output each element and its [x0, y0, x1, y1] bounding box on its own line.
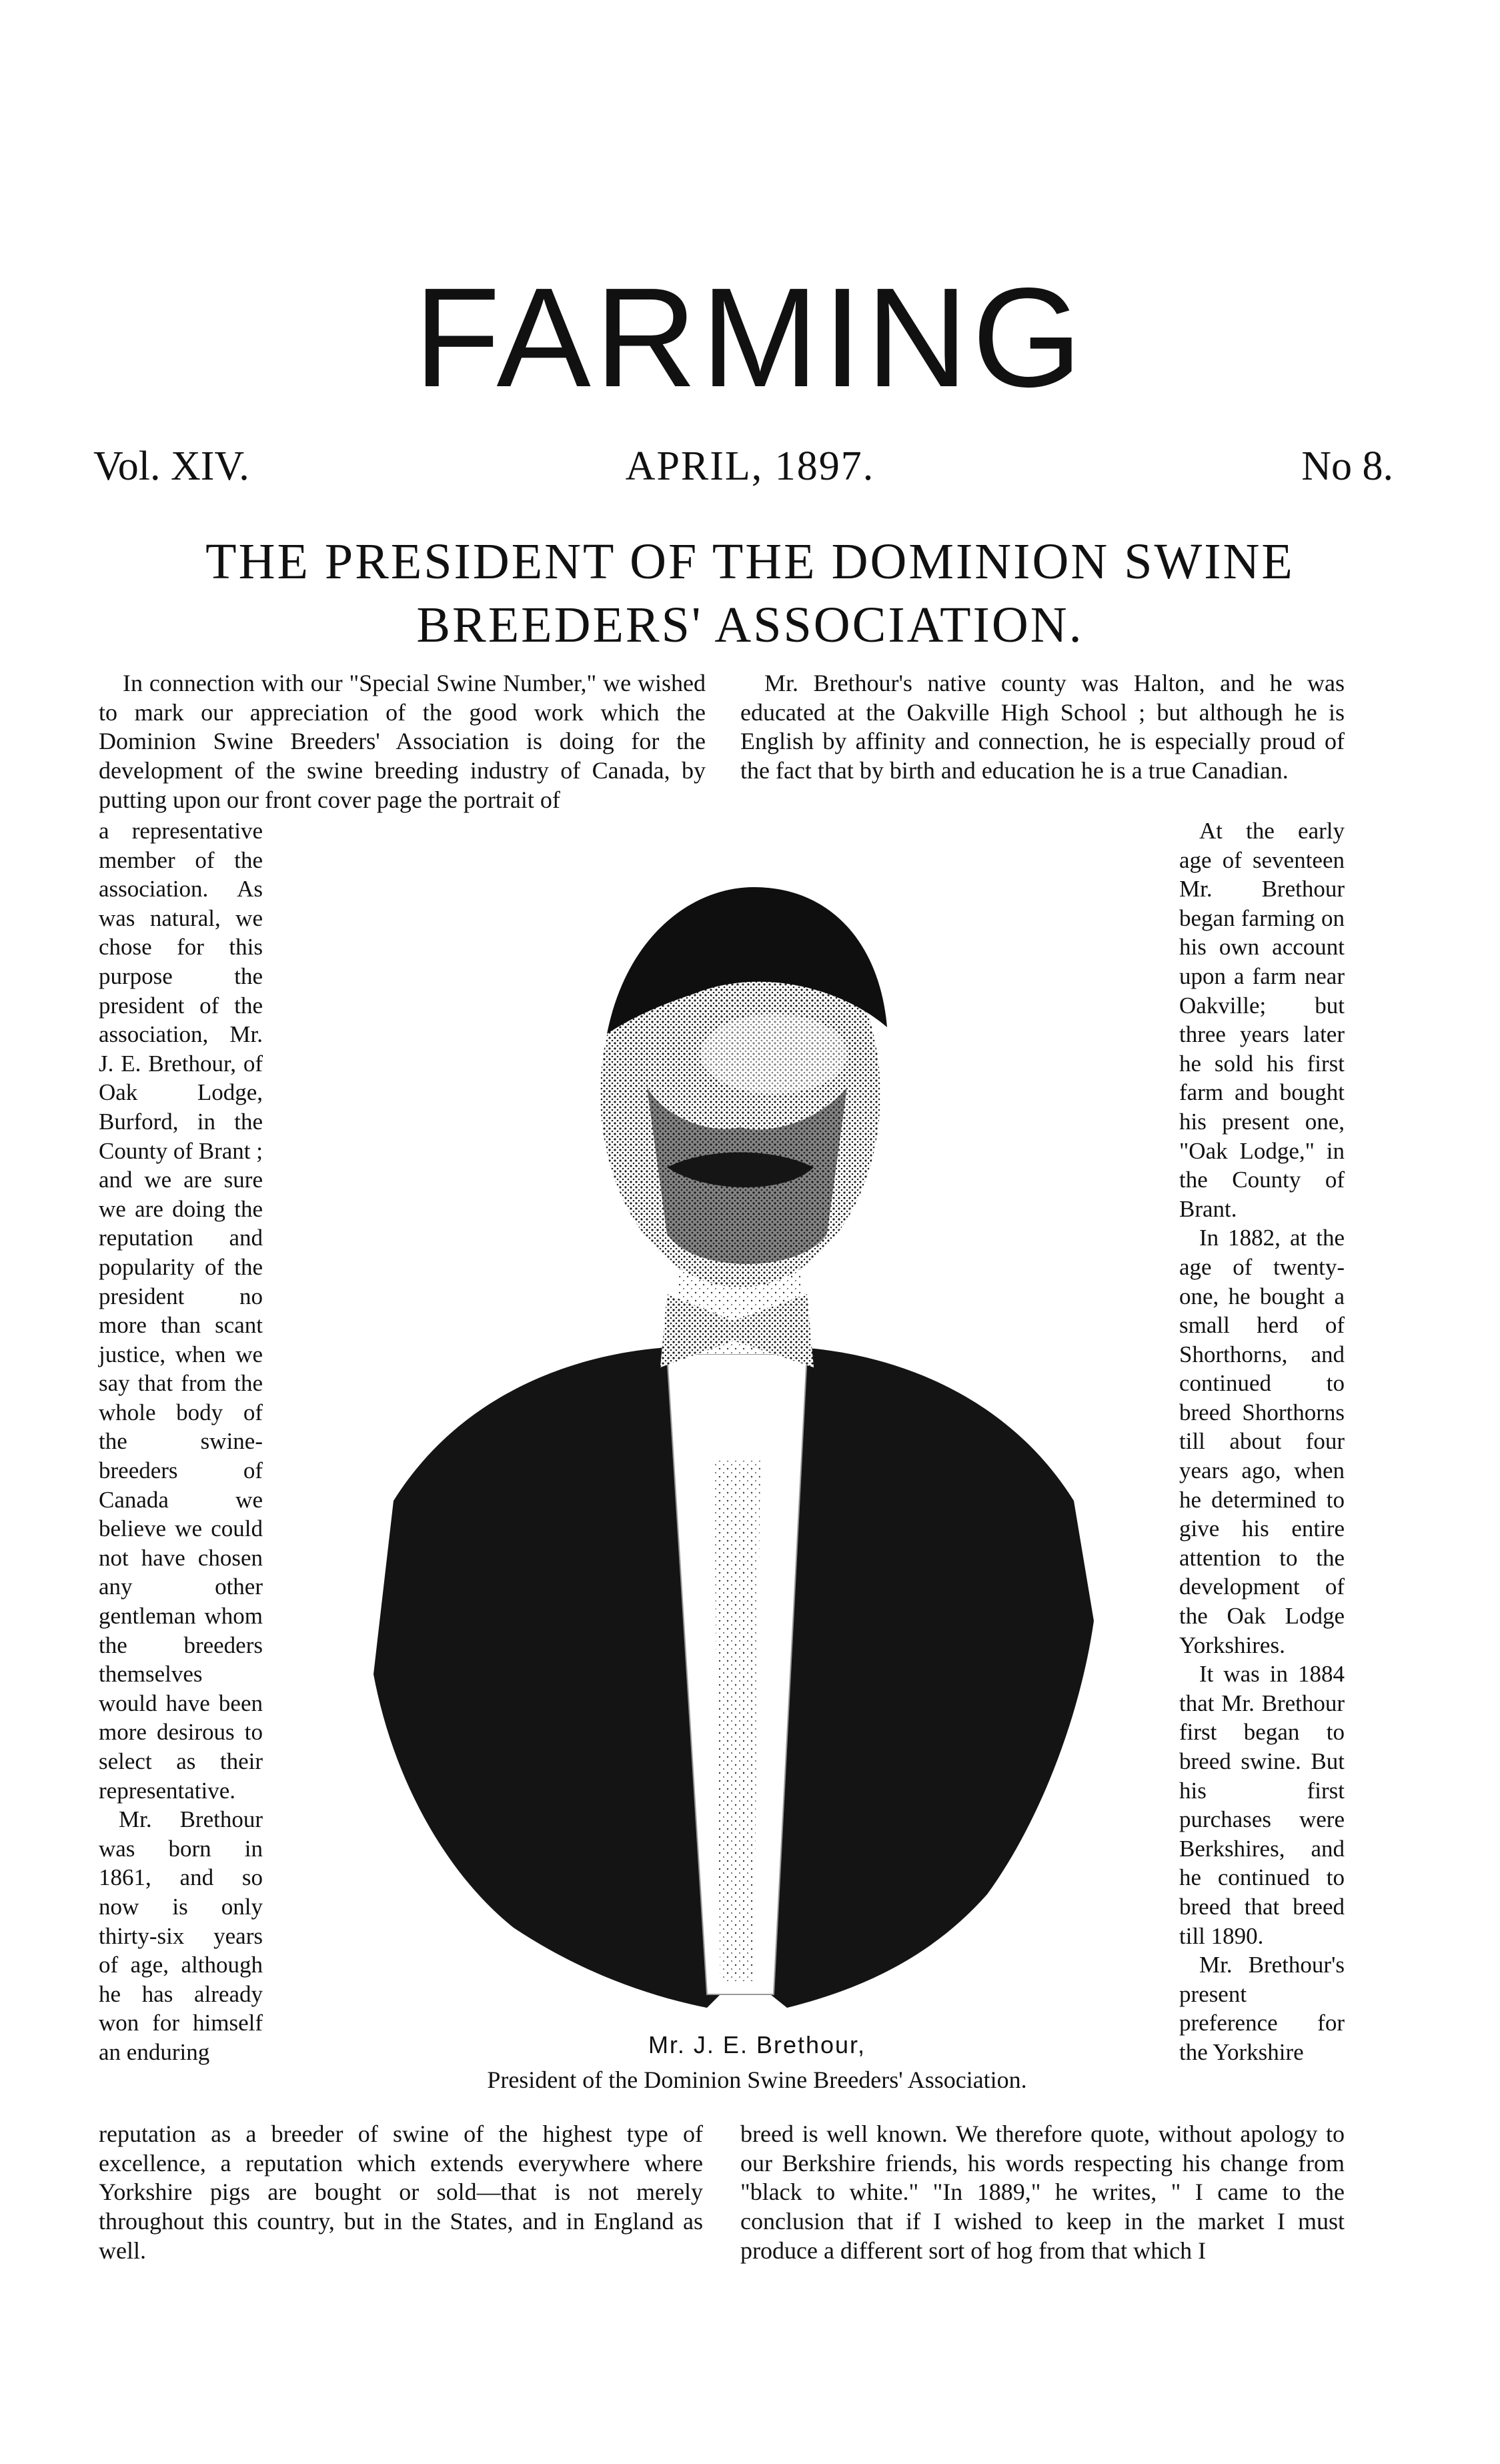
right-bottom-column: [740, 2120, 1345, 2266]
left-narrow-paragraph-2: Mr. Brethour was born in 1861, and so now is only thirty-six years of age, although he has already won for himself an enduring: [99, 1806, 263, 2065]
left-narrow-paragraph-1: a representative member of the association. As was natural, we chose for this purpose the president of the association, Mr. J. E. Brethour, of Oak Lodge, Burford, in the County of Brant ; and we are sure we are doing the reputation and popularity of the president no more than scant justice, when we say that from the whole body of the swine-breeders of Canada we believe we could not have chosen any other gentleman whom the breeders themselves would have been more desirous to select as their representative.: [99, 818, 263, 1804]
left-intro-column: [99, 669, 706, 815]
right-narrow-paragraph-1: At the early age of seventeen Mr. Brethour began farming on his own account upon a farm near Oakville; but three years later he sold his first farm and bought his present one, "Oak Lodge," in the County of Brant.: [1179, 818, 1345, 1222]
right-bottom-paragraph: breed is well known. We therefore quote, without apology to our Berkshire friends, his words respecting his change from "black to white." "In 1889," he writes, " I came to the conclusion that if I wished to keep in the market I must produce a different sort of hog from that which I: [740, 2120, 1345, 2264]
headline-line-1: THE PRESIDENT OF THE DOMINION SWINE: [205, 534, 1295, 590]
right-intro-column: [740, 669, 1345, 786]
right-narrow-paragraph-2: In 1882, at the age of twenty-one, he bought a small herd of Shorthorns, and continued to breed Shorthorns till about four years ago, when he determined to give his entire attention to the development of the Oak Lodge Yorkshires.: [1179, 1225, 1345, 1658]
issue-date: APRIL, 1897.: [625, 444, 875, 489]
caption-title: President of the Dominion Swine Breeders' Association.: [487, 2066, 1027, 2093]
right-narrow-paragraph-3: It was in 1884 that Mr. Brethour first began to breed swine. But his first purchases were Berkshires, and he continued to breed that breed till 1890.: [1179, 1661, 1345, 1949]
right-narrow-column: [1179, 816, 1345, 2067]
issue-number: No 8.: [1301, 444, 1393, 489]
headline-line-2: BREEDERS' ASSOCIATION.: [416, 597, 1084, 653]
left-intro-paragraph: In connection with our "Special Swine Number," we wished to mark our appreciation of the good work which the Dominion Swine Breeders' Association is doing for the development of the swine breeding industry of Canada, by putting upon our front cover page the portrait of: [99, 670, 706, 813]
caption-name: Mr. J. E. Brethour,: [648, 2031, 866, 2058]
volume-number: Vol. XIV.: [93, 444, 249, 489]
portrait-jacket-right: [754, 1347, 1094, 2008]
right-intro-paragraph: Mr. Brethour's native county was Halton, and he was educated at the Oakville High School ; but although he is English by affinity and connection, he is especially proud of the fact that by birth and education he is a true Canadian.: [740, 670, 1345, 784]
right-narrow-paragraph-4: Mr. Brethour's present preference for the Yorkshire: [1179, 1952, 1345, 2065]
left-narrow-column: [99, 816, 263, 2067]
masthead-title: FARMING: [414, 258, 1086, 416]
article-headline: [107, 530, 1393, 657]
left-bottom-column: [99, 2120, 703, 2266]
portrait-caption: [360, 2028, 1154, 2097]
portrait-image: [293, 834, 1174, 2034]
left-bottom-paragraph: reputation as a breeder of swine of the highest type of excellence, a reputation which extends everywhere where Yorkshire pigs are bought or sold—that is not merely throughout this country, but in the States, and in England as well.: [99, 2120, 703, 2264]
